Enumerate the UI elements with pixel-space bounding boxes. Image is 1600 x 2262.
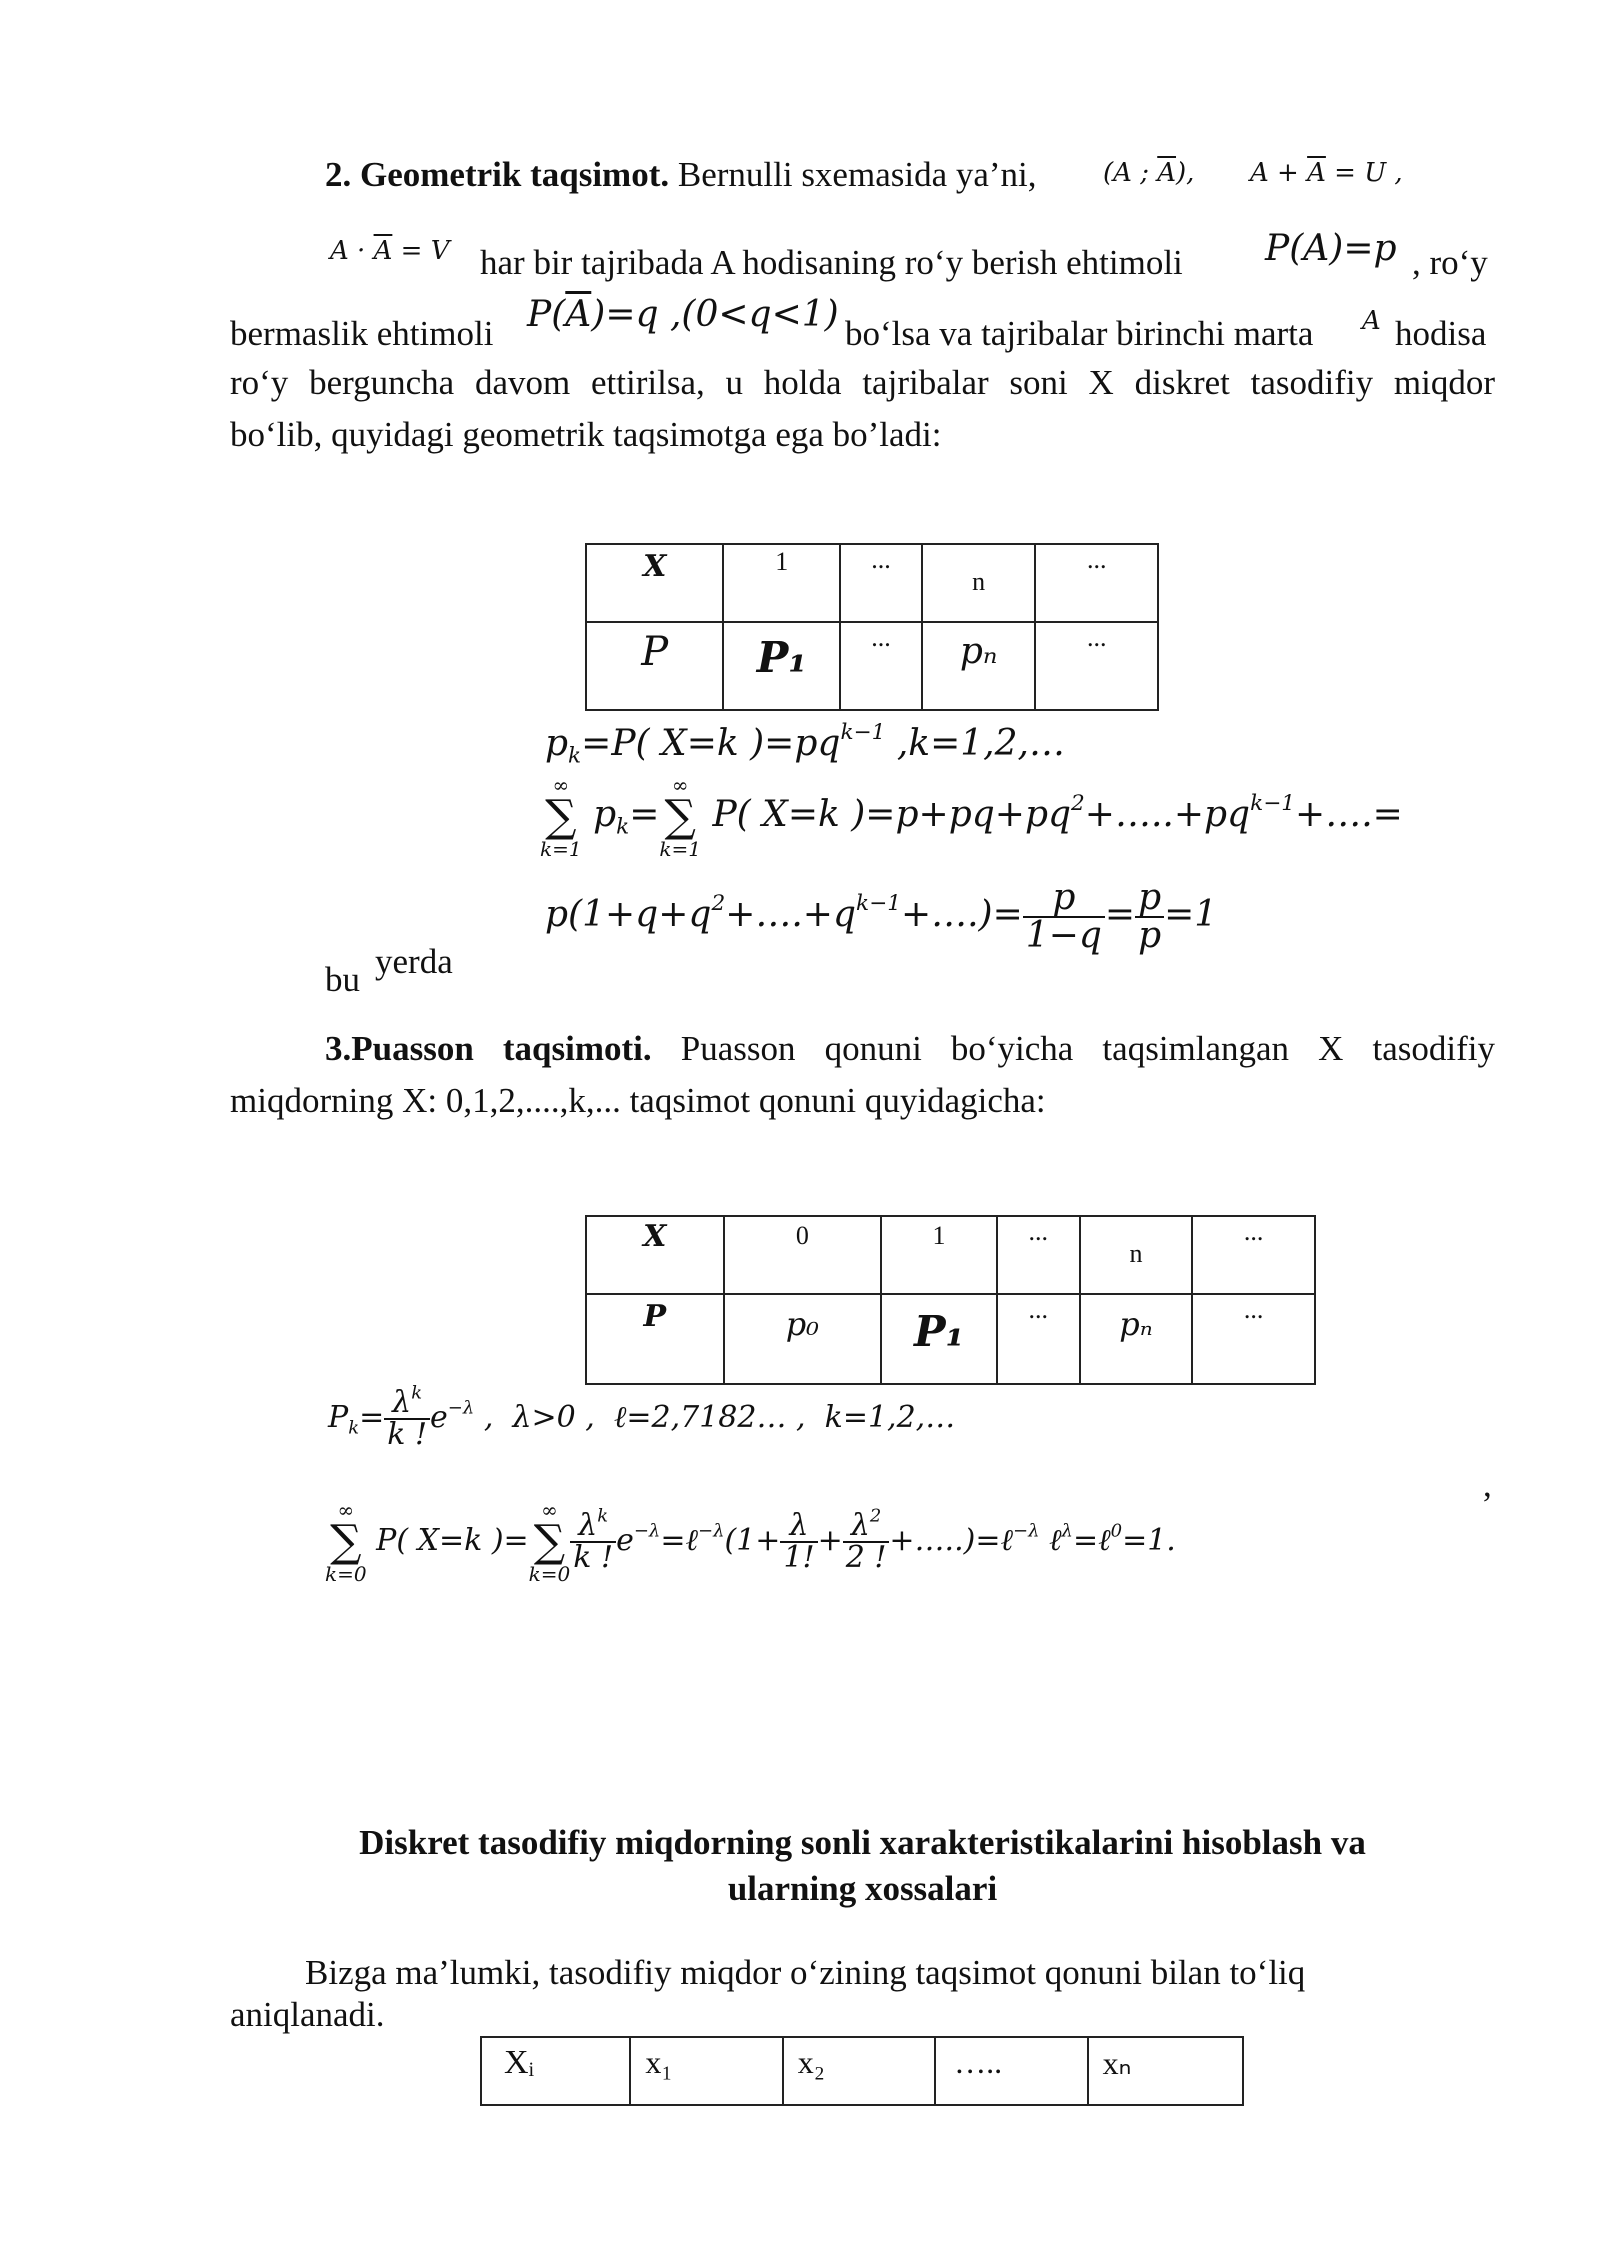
sec2-formula-pair: (A ; $\overline{A}$), [1103,158,1195,188]
sec2-line2-text: har bir tajribada A hodisaning ro‘y berish ehtimoli [480,243,1183,282]
geo-table-cell: n [922,544,1036,622]
sec2-formula-pq: $P(\overline{A})=q$ ,(0<q<1) [527,294,839,335]
sec2-line3-text3: hodisa [1395,314,1487,353]
sec2-formula-product: $A \cdot \overline{A} = V$ [330,236,450,266]
geo-table-cell: ... [840,622,922,710]
geo-formula-result: $p(1+q+q^2+\dots.+q^{k-1}+\dots.)=$ $\frac{p}{1-q}$ = $\frac{p}{p}$ =1 [545,877,1218,956]
poisson-table-header-x: X [586,1216,724,1294]
poisson-distribution-table [585,1215,1316,1385]
poisson-formula-sum: ∞ ∑ k=0 P( X=k )= ∞ ∑ k=0 $\frac{\lambda^k}{k !}$ $e^{-\lambda}=\ell^{-\lambda}(1+$ $\frac{\lambda}{1!}$ + $\frac{\lambda^2}{2 !}$ +…..)=ℓ$^{-\lambda}$ ℓ$^\lambda$=ℓ$^0$=1. [325,1498,1176,1586]
xi-table-cell: xₙ [1088,2037,1243,2105]
sec3-line2: miqdorning X: 0,1,2,....,k,... taqsimot qonuni quyidagicha: [230,1081,1046,1120]
sec2-line4: ro‘y berguncha davom ettirilsa, u holda tajribalar soni X diskret tasodifiy miqdor [230,363,1495,402]
sec2-formula-a: A [1362,306,1381,336]
bu-text: bu [325,960,360,999]
geo-table-cell: P₁ [723,622,840,710]
sec2-line3-text2: bo‘lsa va tajribalar birinchi marta [845,314,1314,353]
geo-table-cell: 1 [723,544,840,622]
sec2-line1 [325,150,1037,200]
sec4-heading [230,1820,1495,1912]
poisson-table-cell: ... [1192,1294,1315,1384]
geo-table-cell: pₙ [922,622,1036,710]
geo-table-cell: ... [1035,544,1158,622]
poisson-table-cell: n [1080,1216,1193,1294]
sec2-line5: bo‘lib, quyidagi geometrik taqsimotga ega bo’ladi: [230,415,942,454]
geo-table-header-p: P [586,622,723,710]
sec3-line1 [325,1024,1495,1074]
xi-table-cell: x₂ [783,2037,935,2105]
xi-values-table [480,2036,1244,2106]
poisson-table-cell: p₀ [724,1294,882,1384]
sec4-heading-line2: ularning xossalari [727,1869,998,1908]
poisson-table-cell: ... [997,1294,1080,1384]
poisson-comma: , [1483,1465,1492,1504]
geo-formula-pk: $p_k=P$( X=k )$=pq^{k-1}$ ,k=1,2,… [545,719,1065,769]
poisson-table-cell: ... [1192,1216,1315,1294]
poisson-table-cell: 1 [881,1216,997,1294]
geometric-distribution-table [585,543,1159,711]
poisson-table-cell: ... [997,1216,1080,1294]
geo-table-cell: ... [840,544,922,622]
sec4-heading-line1: Diskret tasodifiy miqdorning sonli xarakteristikalarini hisoblash va [359,1823,1366,1862]
xi-table-cell: x₁ [630,2037,782,2105]
poisson-formula-pk: $P_k=$ $\frac{\lambda^k}{k !}$ $e^{-\lambda}$ , λ>0 , ℓ=2,7182… , k=1,2,… [328,1382,956,1452]
geo-table-header-x: X [586,544,723,622]
poisson-table-header-p: P [586,1294,724,1384]
sec2-formula-sum: $A + \overline{A} = U$ , [1250,158,1403,188]
sec2-formula-pa: P(A)=p [1265,228,1397,269]
geo-table-cell: ... [1035,622,1158,710]
sec2-line3-text1: bermaslik ehtimoli [230,314,494,353]
xi-table-cell: ….. [935,2037,1087,2105]
poisson-table-cell: P₁ [881,1294,997,1384]
sec2-line1-text: Bernulli sxemasida ya’ni, [669,155,1037,194]
yerda-text: yerda [375,942,453,981]
sec4-para-line2: aniqlanadi. [230,1995,385,2034]
sec3-line1-text: Puasson qonuni bo‘yicha taqsimlangan X tasodifiy [651,1029,1495,1068]
sec4-para-line1: Bizga ma’lumki, tasodifiy miqdor o‘zining taqsimot qonuni bilan to‘liq [305,1953,1306,1992]
sec3-heading: 3.Puasson taqsimoti. [325,1029,652,1068]
xi-table-header: Xᵢ [481,2037,630,2105]
sec2-heading: 2. Geometrik taqsimot. [325,155,670,194]
poisson-table-cell: pₙ [1080,1294,1193,1384]
sec2-line2-end: , ro‘y [1412,243,1488,282]
geo-formula-sum: ∞ ∑ k=1 $p_k=$ ∞ ∑ k=1 P( X=k )$=p+pq+pq^2+\dots..+pq^{k-1}+\dots.=$ [540,773,1403,861]
poisson-table-cell: 0 [724,1216,882,1294]
